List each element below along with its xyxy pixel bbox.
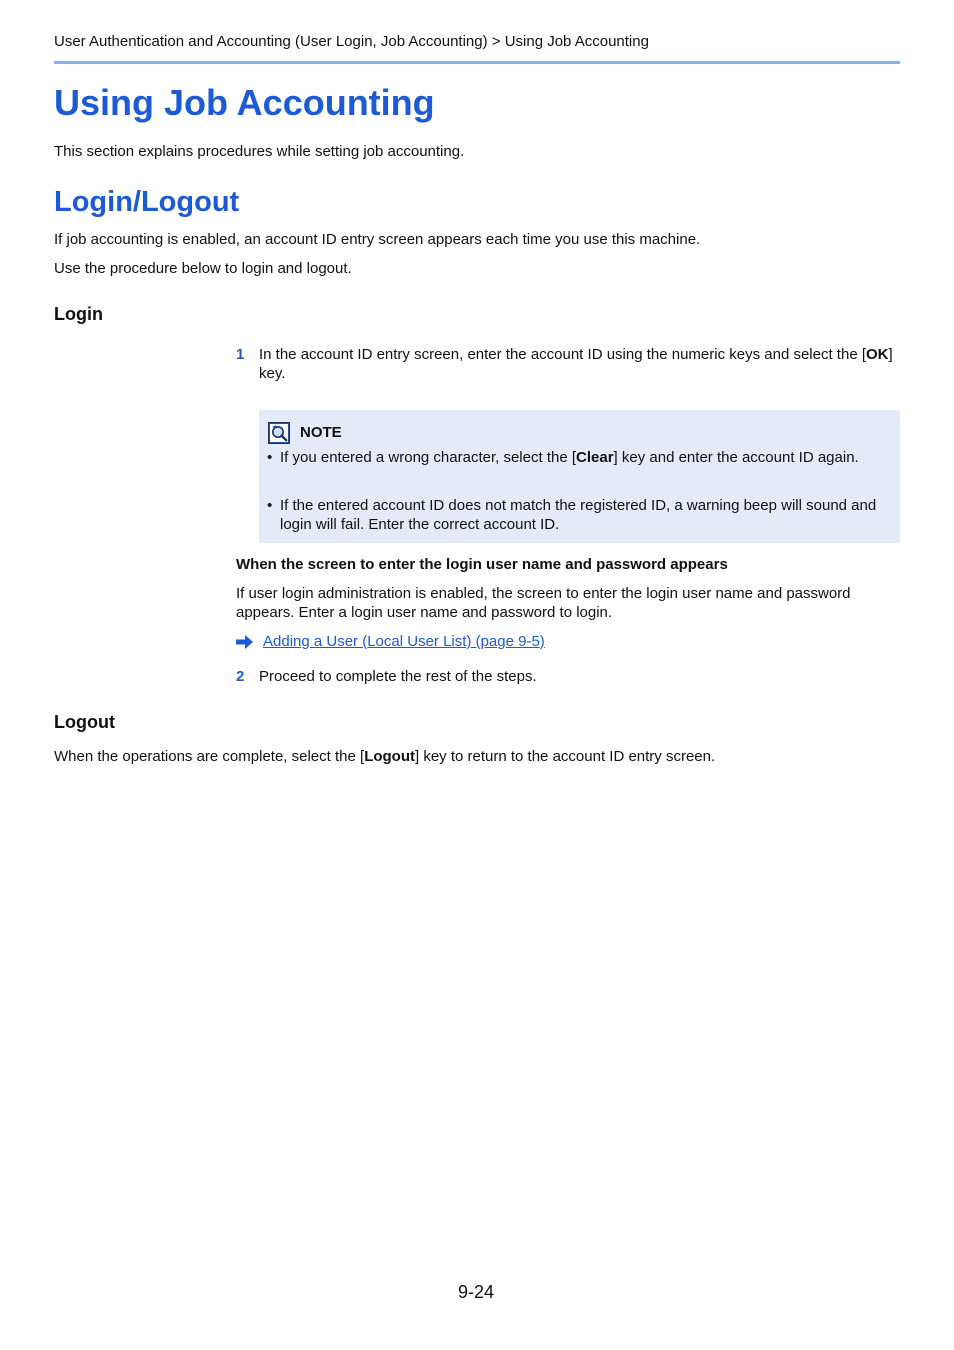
note-item-1-after: ] key and enter the account ID again. <box>613 449 859 466</box>
note-item-1 <box>280 448 895 467</box>
note-bullet-1: • <box>267 449 273 466</box>
logout-key-label: Logout <box>364 748 415 765</box>
note-bullet-2: • <box>267 497 273 514</box>
note-title: NOTE <box>300 424 342 441</box>
note-item-1-before: If you entered a wrong character, select the [ <box>280 449 577 466</box>
step-2-text: Proceed to complete the rest of the steps. <box>259 668 537 685</box>
breadcrumb: User Authentication and Accounting (User Login, Job Accounting) > Using Job Accounting <box>54 33 649 50</box>
page-title: Using Job Accounting <box>54 82 435 123</box>
step-1-text-after: ] key. <box>259 346 893 382</box>
adding-user-link[interactable]: Adding a User (Local User List) (page 9-5) <box>263 633 545 650</box>
step-number-2: 2 <box>236 668 245 685</box>
section-heading-login-logout: Login/Logout <box>54 186 240 218</box>
intro-text: This section explains procedures while setting job accounting. <box>54 143 465 160</box>
step-number-1: 1 <box>236 346 245 363</box>
header-divider <box>54 61 900 64</box>
page-number: 9-24 <box>458 1282 495 1302</box>
subsection-heading-login: Login <box>54 304 103 324</box>
login-password-subheading: When the screen to enter the login user name and password appears <box>236 556 728 573</box>
login-logout-paragraph-1: If job accounting is enabled, an account ID entry screen appears each time you use this machine. <box>54 231 701 248</box>
note-item-2: If the entered account ID does not match the registered ID, a warning beep will sound and login will fail. Enter the correct account ID. <box>280 497 877 533</box>
note-magnifier-icon <box>268 422 290 444</box>
logout-text-after: ] key to return to the account ID entry screen. <box>415 748 716 765</box>
arrow-right-icon <box>236 635 253 649</box>
logout-paragraph <box>54 747 715 766</box>
subsection-heading-logout: Logout <box>54 712 115 732</box>
ok-key-label: OK <box>866 346 889 363</box>
login-logout-paragraph-2: Use the procedure below to login and logout. <box>54 260 352 277</box>
login-password-paragraph: If user login administration is enabled, the screen to enter the login user name and password appears. Enter a login user name and password to login. <box>236 585 851 621</box>
step-1-text-before: In the account ID entry screen, enter the account ID using the numeric keys and select the [ <box>259 346 866 363</box>
step-1-text <box>259 345 900 383</box>
clear-key-label: Clear <box>576 449 614 466</box>
logout-text-before: When the operations are complete, select the [ <box>54 748 365 765</box>
